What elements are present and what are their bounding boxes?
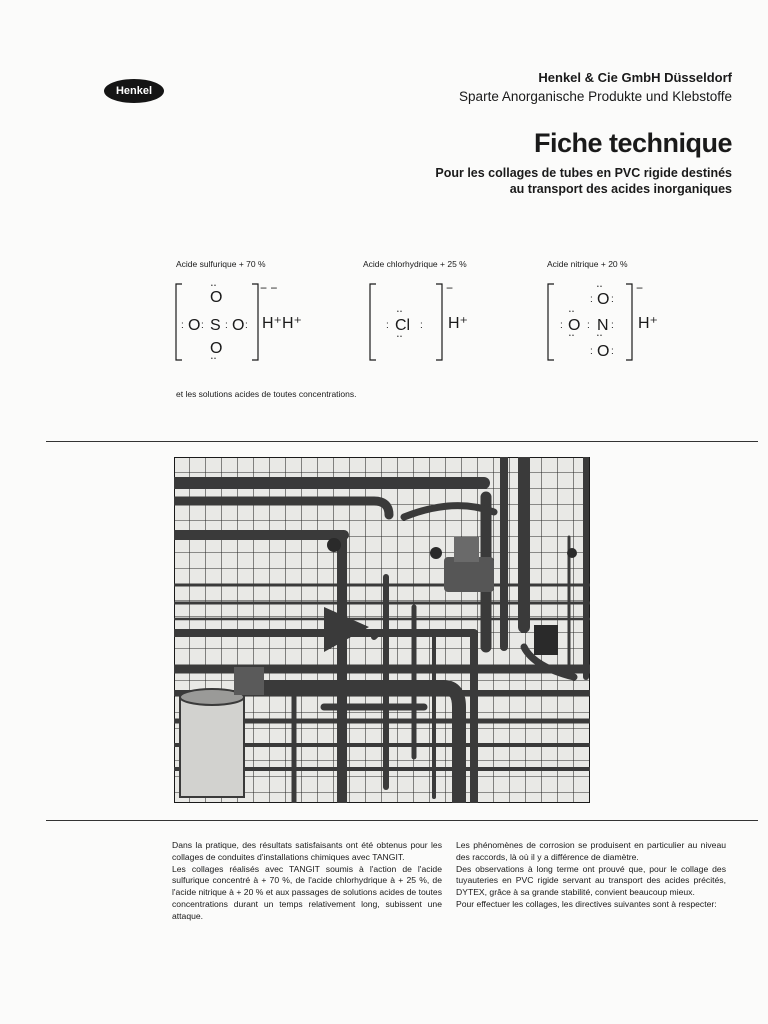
left-bracket — [370, 284, 376, 360]
oxygen-left: O — [188, 317, 201, 334]
left-bracket — [548, 284, 554, 360]
subtitle-line-2: au transport des acides inorganiques — [509, 182, 732, 196]
chlorine-atom: Cl — [395, 317, 411, 334]
divider-top — [46, 441, 758, 442]
chloride-charge: − — [446, 282, 454, 295]
sulfate-charge: − − — [260, 282, 278, 295]
svg-text:• •: • • — [597, 284, 602, 290]
svg-text::: : — [611, 294, 614, 305]
sulfuric-acid-label: Acide sulfurique + 70 % — [176, 259, 266, 269]
page-subtitle — [332, 165, 732, 197]
text-column-right — [456, 840, 726, 911]
text-column-left — [172, 840, 442, 923]
svg-text:• •: • • — [569, 309, 574, 315]
svg-text::: : — [590, 294, 593, 305]
paragraph: Pour effectuer les collages, les directives suivantes sont à respecter: — [456, 898, 717, 909]
paragraph: Les phénomènes de corrosion se produisent en particulier au niveau des raccords, là où il y a différence de diamètre. — [456, 840, 726, 862]
svg-text:• •: • • — [597, 333, 602, 339]
svg-text:• •: • • — [397, 309, 402, 315]
svg-text:• •: • • — [211, 356, 216, 362]
paragraph: Dans la pratique, des résultats satisfaisants ont été obtenus pour les collages de conduites d'installations chimiques avec TANGIT. — [172, 840, 442, 862]
svg-text::: : — [560, 320, 563, 331]
paragraph: Les collages réalisés avec TANGIT soumis à l'action de l'acide sulfurique concentré à + 70 %, de l'acide chlorhydrique à + 25 %, de l'acide nitrique à + 20 % et aux passages de solutions acides de toutes concentrations durant un temps relativement long, subissent une attaque. — [172, 863, 442, 921]
henkel-logo: Henkel — [104, 79, 164, 103]
subtitle-line-1: Pour les collages de tubes en PVC rigide destinés — [435, 166, 732, 180]
concentration-note: et les solutions acides de toutes concentrations. — [176, 389, 357, 399]
right-bracket — [252, 284, 258, 360]
oxygen-right: O — [232, 317, 245, 334]
svg-text::: : — [181, 320, 184, 331]
nitrate-charge: − — [636, 282, 644, 295]
sulfate-counterion: H⁺H⁺ — [262, 315, 302, 332]
company-name: Henkel & Cie GmbH Düsseldorf — [538, 70, 732, 85]
paragraph: Des observations à long terme ont prouvé que, pour le collage des tuyauteries en PVC rigide servant au transport des acides précités, DYTEX, grâce à sa grande stabilité, convient beaucoup mieux. — [456, 863, 726, 898]
page-title: Fiche technique — [533, 128, 732, 158]
division-name: Sparte Anorganische Produkte und Klebstoffe — [459, 89, 732, 104]
svg-text::: : — [587, 320, 590, 331]
svg-text::: : — [245, 320, 248, 331]
nitric-acid-label: Acide nitrique + 20 % — [547, 259, 628, 269]
svg-text:• •: • • — [211, 283, 216, 289]
svg-text::: : — [611, 320, 614, 331]
sulfate-lewis-structure — [168, 282, 338, 366]
oxygen-bottom: O — [597, 343, 610, 360]
right-bracket — [436, 284, 442, 360]
svg-text:• •: • • — [569, 333, 574, 339]
svg-text::: : — [611, 346, 614, 357]
nitrate-counterion: H⁺ — [638, 315, 658, 332]
svg-text::: : — [590, 346, 593, 357]
hydrochloric-acid-label: Acide chlorhydrique + 25 % — [363, 259, 467, 269]
oxygen-top: O — [210, 289, 223, 306]
right-bracket — [626, 284, 632, 360]
svg-text::: : — [201, 320, 204, 331]
oxygen-left: O — [568, 317, 581, 334]
nitrate-lewis-structure — [540, 282, 680, 366]
divider-bottom — [46, 820, 758, 821]
svg-text::: : — [420, 320, 423, 331]
chloride-lewis-structure — [362, 282, 482, 366]
nitrogen-atom: N — [597, 317, 609, 334]
sulfur-atom: S — [210, 317, 221, 334]
oxygen-bottom: O — [210, 340, 223, 357]
chloride-counterion: H⁺ — [448, 315, 468, 332]
svg-text::: : — [386, 320, 389, 331]
pipe-installation-photo — [174, 457, 590, 803]
oxygen-top: O — [597, 291, 610, 308]
svg-text:• •: • • — [397, 334, 402, 340]
svg-text::: : — [225, 320, 228, 331]
